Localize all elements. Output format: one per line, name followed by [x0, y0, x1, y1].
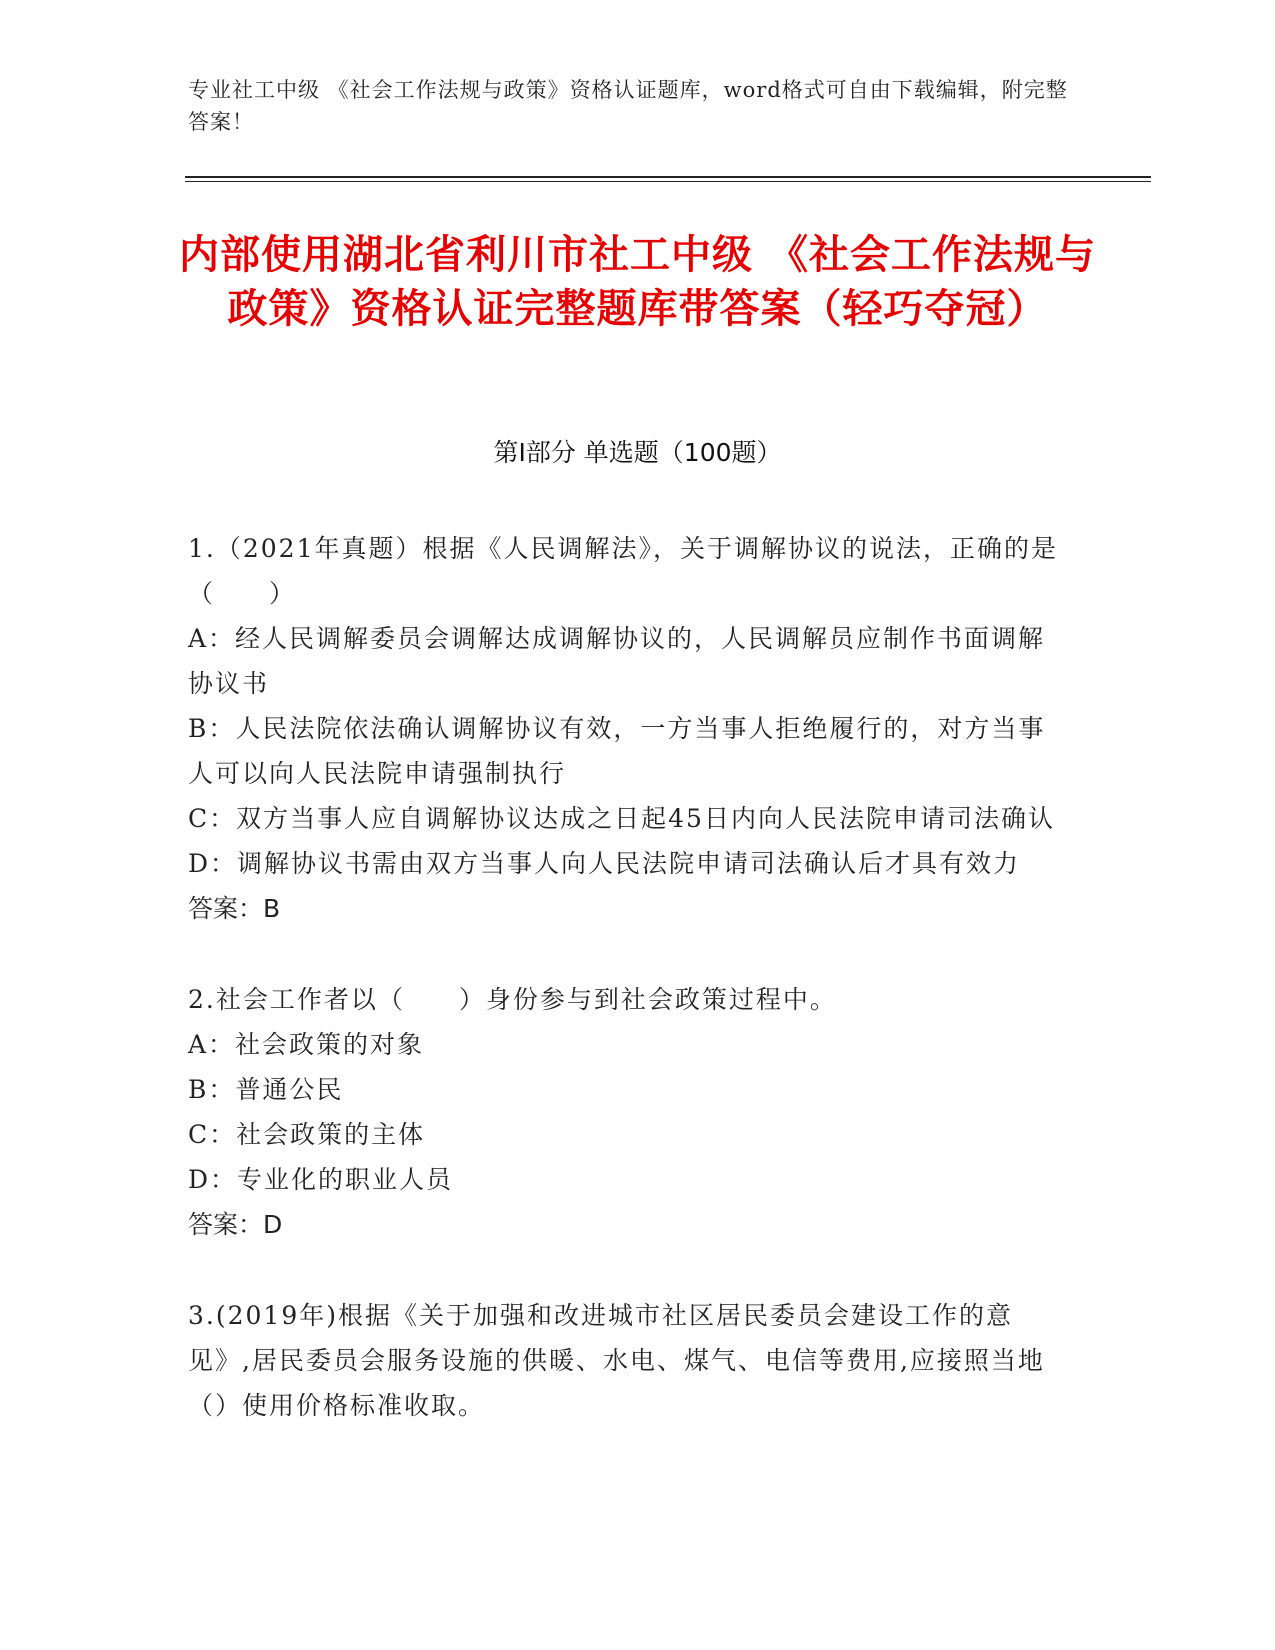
header-note: 专业社工中级 《社会工作法规与政策》资格认证题库，word格式可自由下载编辑，附完整答案！ — [188, 78, 1068, 134]
answer: 答案：D — [188, 1210, 283, 1239]
question-stem: 3.(2019年)根据《关于加强和改进城市社区居民委员会建设工作的意见》,居民委员会服务设施的供暖、水电、煤气、电信等费用,应接照当地（）使用价格标准收取。 — [188, 1301, 1045, 1420]
question-list — [188, 526, 1068, 1474]
question-2 — [188, 977, 1068, 1247]
option-b: B：普通公民 — [188, 1075, 344, 1104]
header-divider-thin — [185, 181, 1151, 182]
option-d: D：专业化的职业人员 — [188, 1165, 454, 1194]
option-c: C：双方当事人应自调解协议达成之日起45日内向人民法院申请司法确认 — [188, 804, 1055, 833]
header-divider-thick — [185, 176, 1151, 178]
option-d: D：调解协议书需由双方当事人向人民法院申请司法确认后才具有效力 — [188, 849, 1021, 878]
option-a: A：社会政策的对象 — [188, 1030, 425, 1059]
section-title: 第I部分 单选题（100题） — [493, 438, 782, 467]
question-3 — [188, 1293, 1068, 1428]
question-stem: 1.（2021年真题）根据《人民调解法》，关于调解协议的说法，正确的是（ ） — [188, 534, 1058, 608]
option-b: B：人民法院依法确认调解协议有效，一方当事人拒绝履行的，对方当事人可以向人民法院申请强制执行 — [188, 714, 1046, 788]
document-title: 内部使用湖北省利川市社工中级 《社会工作法规与政策》资格认证完整题库带答案（轻巧夺冠） — [179, 232, 1096, 332]
option-a: A：经人民调解委员会调解达成调解协议的，人民调解员应制作书面调解协议书 — [188, 624, 1046, 698]
option-c: C：社会政策的主体 — [188, 1120, 426, 1149]
question-1 — [188, 526, 1068, 931]
answer: 答案：B — [188, 894, 281, 923]
question-stem: 2.社会工作者以（ ）身份参与到社会政策过程中。 — [188, 985, 837, 1014]
